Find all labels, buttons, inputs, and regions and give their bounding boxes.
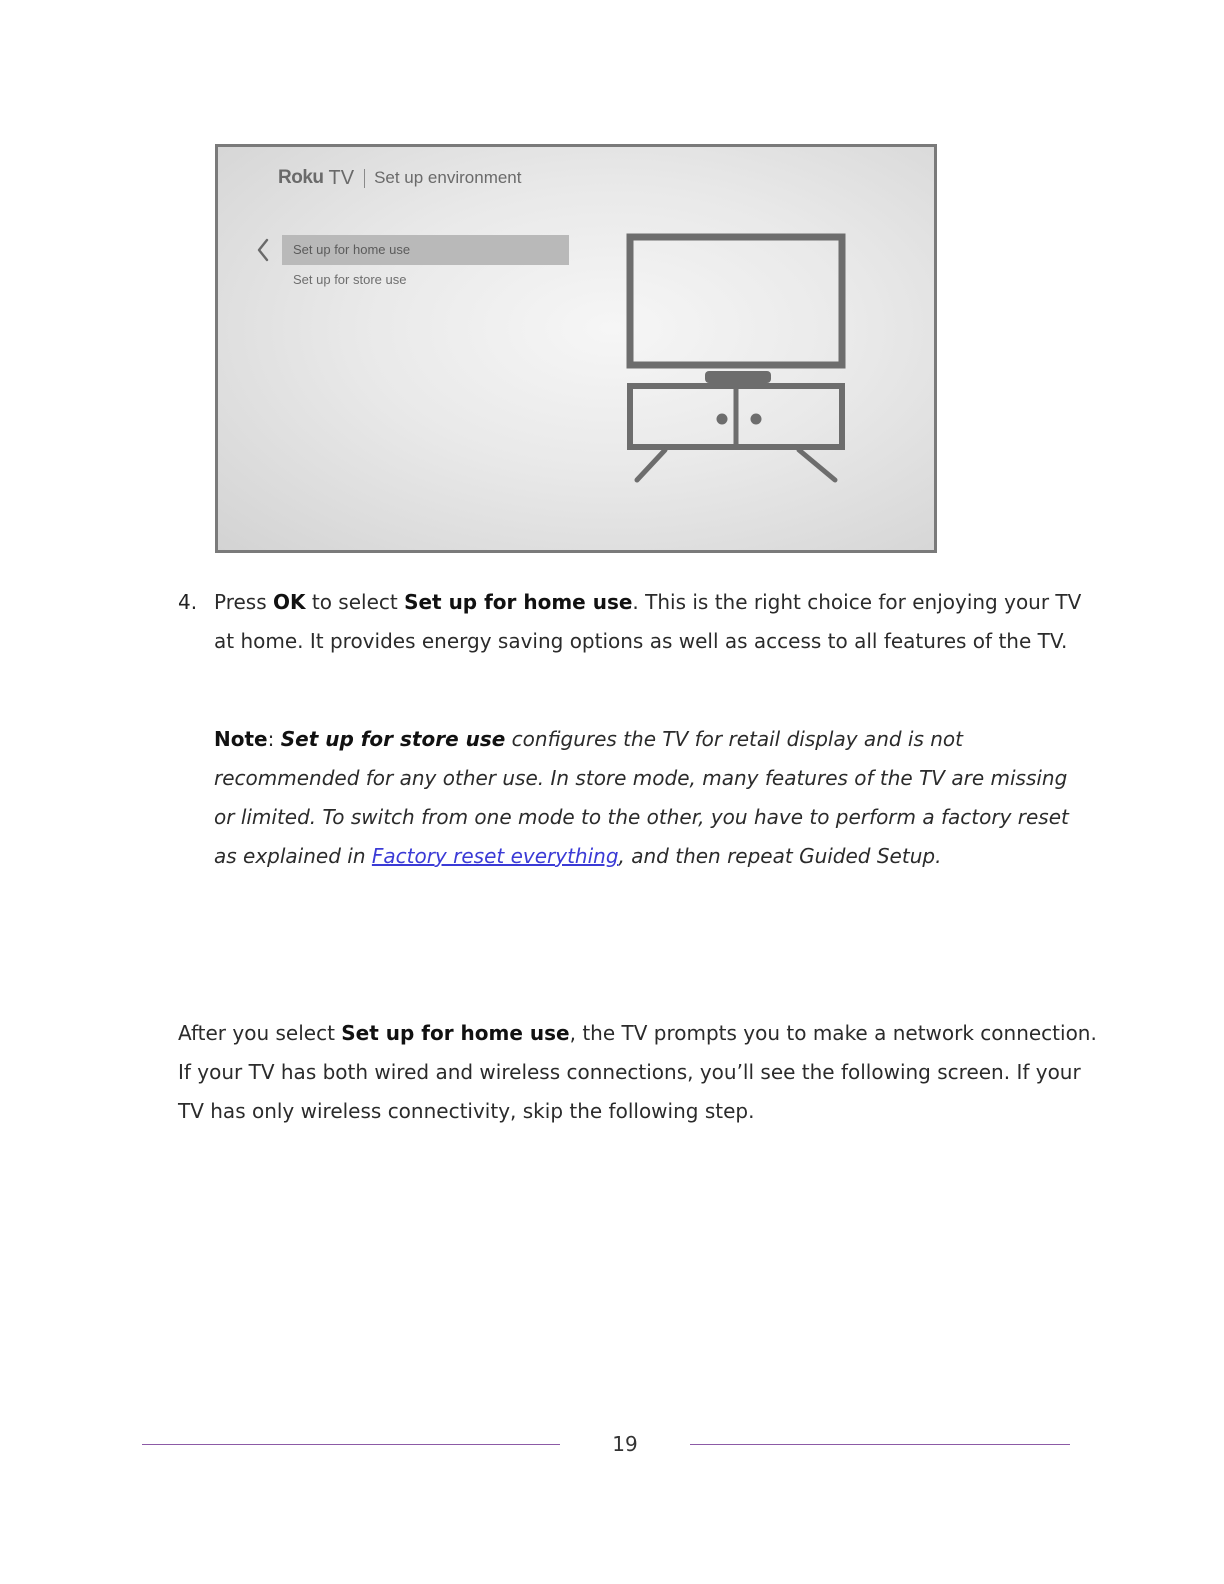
step-number: 4. xyxy=(178,590,198,614)
roku-logo: Roku xyxy=(278,167,324,188)
tv-screen-header xyxy=(278,163,521,193)
setup-environment-screenshot xyxy=(215,144,937,553)
step-text-press: Press xyxy=(214,590,273,614)
after-text-lead: After you select xyxy=(178,1021,342,1045)
factory-reset-link[interactable]: Factory reset everything xyxy=(371,844,619,868)
note-paragraph xyxy=(214,720,1094,876)
after-text-rest: , the TV prompts you to make a network connection. If your TV has both wired and wireless connections, you’ll see the following screen. If your TV has only wireless connectivity, skip the following step. xyxy=(178,1021,1097,1123)
step-text-rest: . This is the right choice for enjoying your TV at home. It provides energy saving options as well as access to all features of the TV. xyxy=(214,590,1082,653)
roku-tv-label: TV xyxy=(328,166,355,189)
note-colon: : xyxy=(267,727,281,751)
setup-options-menu xyxy=(282,235,569,295)
home-use-option-label: Set up for home use xyxy=(404,590,633,614)
header-divider xyxy=(364,169,365,188)
network-connection-paragraph xyxy=(178,1014,1098,1131)
screen-title: Set up environment xyxy=(374,168,522,187)
page-number: 19 xyxy=(612,1432,638,1456)
menu-item-home-use[interactable]: Set up for home use xyxy=(282,235,569,265)
ok-button-label: OK xyxy=(273,590,306,614)
store-use-option-label: Set up for store use xyxy=(280,727,506,751)
home-use-option-label-2: Set up for home use xyxy=(341,1021,570,1045)
tv-on-stand-icon xyxy=(623,232,853,492)
footer-rule-right xyxy=(690,1444,1070,1445)
footer-rule-left xyxy=(142,1444,560,1445)
menu-item-store-use[interactable]: Set up for store use xyxy=(293,272,407,287)
note-label: Note xyxy=(214,727,268,751)
note-text-after-link: , and then repeat Guided Setup. xyxy=(618,844,942,868)
step-text-to-select: to select xyxy=(305,590,405,614)
chevron-left-icon[interactable] xyxy=(256,238,270,262)
note-text-before-link: configures the TV for retail display and is not recommended for any other use. In store mode, many features of the TV are missing or limited. To switch from one mode to the other, you have to perform a factory reset as explained in xyxy=(214,727,1069,868)
step-4-paragraph xyxy=(214,583,1094,661)
